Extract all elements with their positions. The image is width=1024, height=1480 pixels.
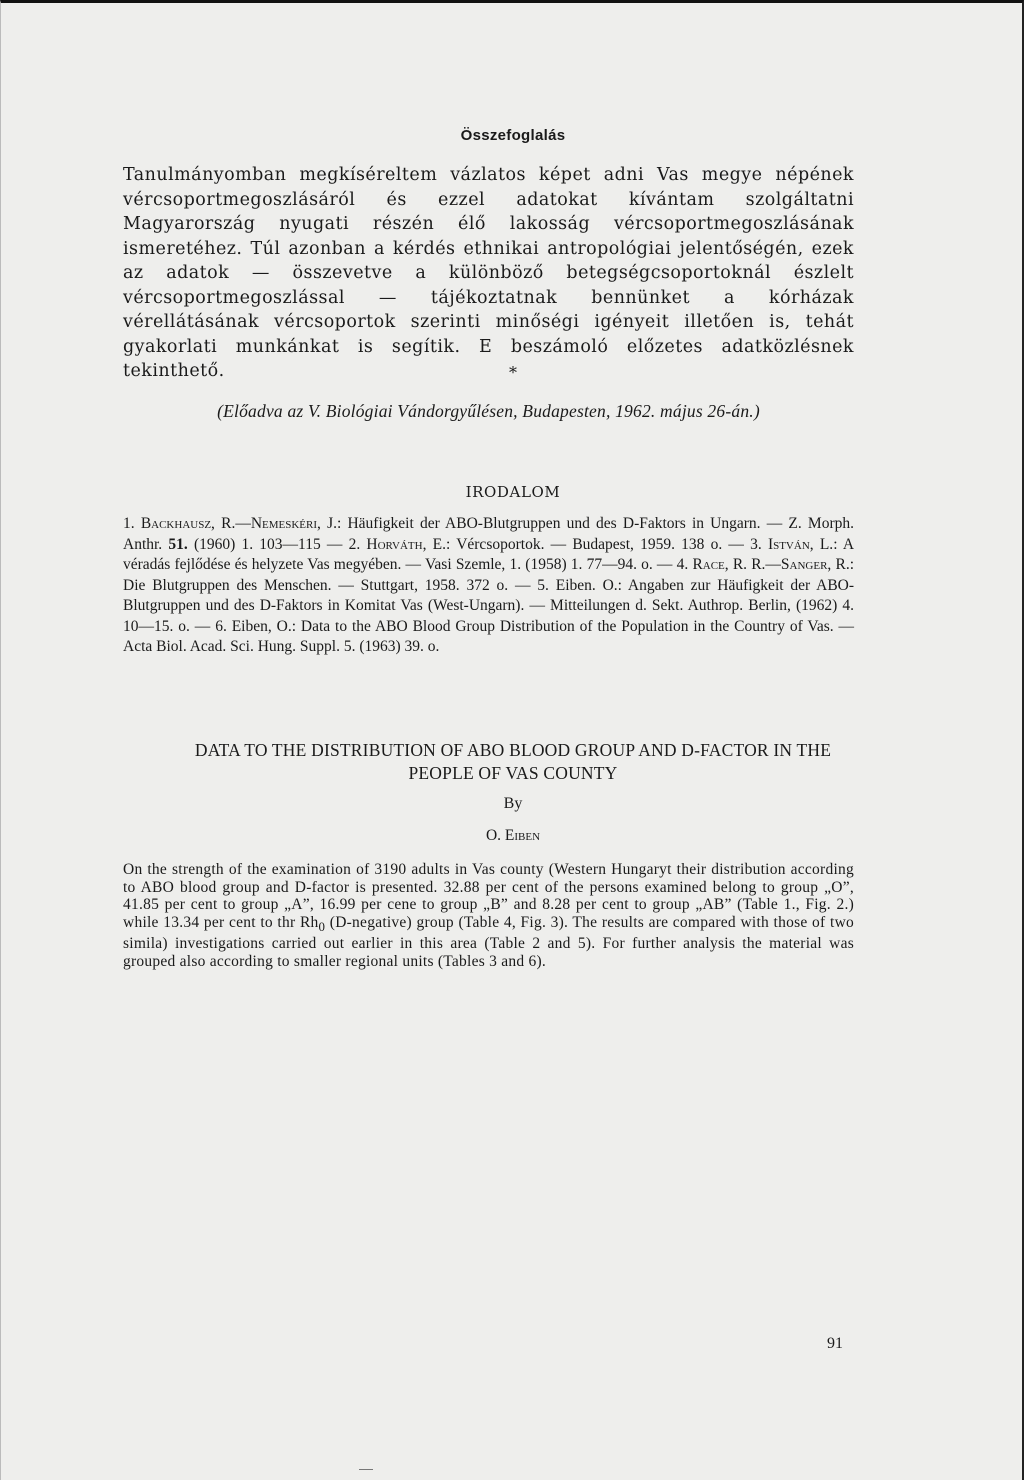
english-title <box>1 739 1024 785</box>
english-title-line: PEOPLE OF VAS COUNTY <box>408 763 618 783</box>
reference-text: : A véradás fejlődése és helyzete Vas megyében. — Vasi Szemle, 1. (1958) 1. 77—94. o. — <box>123 535 855 573</box>
reference-volume: 51. <box>168 535 188 553</box>
reference-author: Race, R. R.—Sanger, R. <box>692 556 850 573</box>
reference-text: : Vércsoportok. — Budapest, 1959. 138 o. — <box>445 535 751 553</box>
presentation-note: (Előadva az V. Biológiai Vándorgyűlésen, Budapesten, 1962. május 26-án.) <box>217 401 760 421</box>
abstract-text: On the strength of the examination of 3190 adults in Vas county (Western Hungaryt their distribution according to ABO blood group and D-factor is presented. 32.88 per cent of the persons examined belong to group „O”, 41.85 per cent to group „A”, 16.99 per cene to group „B” and 8.28 per cent to group „AB” (Table 1., Fig. 2.) while 13.34 per cent to thr Rh <box>123 861 854 931</box>
reference-text: (1960) 1. 103—115 — <box>187 535 349 553</box>
reference-author: Backhausz, R.—Nemeskéri, J. <box>140 515 337 532</box>
scan-mark <box>359 1469 373 1470</box>
english-abstract <box>123 861 854 971</box>
author-name: O. Eiben <box>485 827 541 844</box>
references-list <box>123 514 854 658</box>
references-heading: IRODALOM <box>465 483 561 501</box>
reference-text: Eiben. O.: Angaben zur Häufigkeit der ABO-Blutgruppen und des D-Faktors in Komitat Vas (West-Ungarn). — Mitteilungen d. Sekt. Authrop. Berlin, (1962) 4. 10—15. o. — <box>123 576 855 635</box>
page-number: 91 <box>827 1335 843 1352</box>
reference-author: István, L. <box>767 535 834 553</box>
english-title-line: DATA TO THE DISTRIBUTION OF ABO BLOOD GROUP AND D-FACTOR IN THE <box>194 740 832 760</box>
abstract-text: (D-negative) group (Table 4, Fig. 3). The results are compared with those of two simila) investigations carried out earlier in this area (Table 2 and 5). For further analysis the material was grouped also according to smaller regional units (Tables 3 and 6). <box>123 913 855 971</box>
section-separator: * <box>509 363 517 382</box>
summary-heading: Összefoglalás <box>460 127 566 144</box>
reference-number: 1. <box>123 515 135 532</box>
reference-number: 3. <box>750 535 762 553</box>
reference-number: 6. <box>215 617 227 635</box>
reference-number: 4. <box>676 556 689 573</box>
reference-number: 5. <box>537 576 549 594</box>
reference-author: Horváth, E. <box>366 535 446 553</box>
by-line: By <box>503 795 523 812</box>
reference-text: Eiben, O.: Data to the ABO Blood Group Distribution of the Population in the Country of Vas. — Acta Biol. Acad. Sci. Hung. Suppl. 5. (1963) 39. o. <box>123 617 855 655</box>
abstract-subscript: 0 <box>318 918 326 934</box>
reference-text: : Die Blutgruppen des Menschen. — Stuttgart, 1958. 372 o. — <box>123 556 855 594</box>
reference-text: : Häufigkeit der ABO-Blutgruppen und des D-Faktors in Ungarn. — Z. Morph. Anthr. <box>123 515 854 553</box>
reference-number: 2. <box>348 535 361 553</box>
summary-paragraph: Tanulmányomban megkíséreltem vázlatos képet adni Vas megye népének vércsoportmegoszlásáról és ezzel adatokat kívántam szolgáltatni Magyarország nyugati részén élő lakosság vércsoportmegoszlásának ismeretéhez. Túl azonban a kérdés ethnikai antropológiai jelentőségén, ezek az adatok — összevetve a különböző betegségcsoportoknál észlelt vércsoportmegoszlással — tájékoztatnak bennünket a kórházak vérellátásának vércsoportok szerinti minőségi igényeit illetően is, tehát gyakorlati munkánkat is segítik. E beszámoló előzetes adatközlésnek tekinthető. <box>123 165 854 381</box>
